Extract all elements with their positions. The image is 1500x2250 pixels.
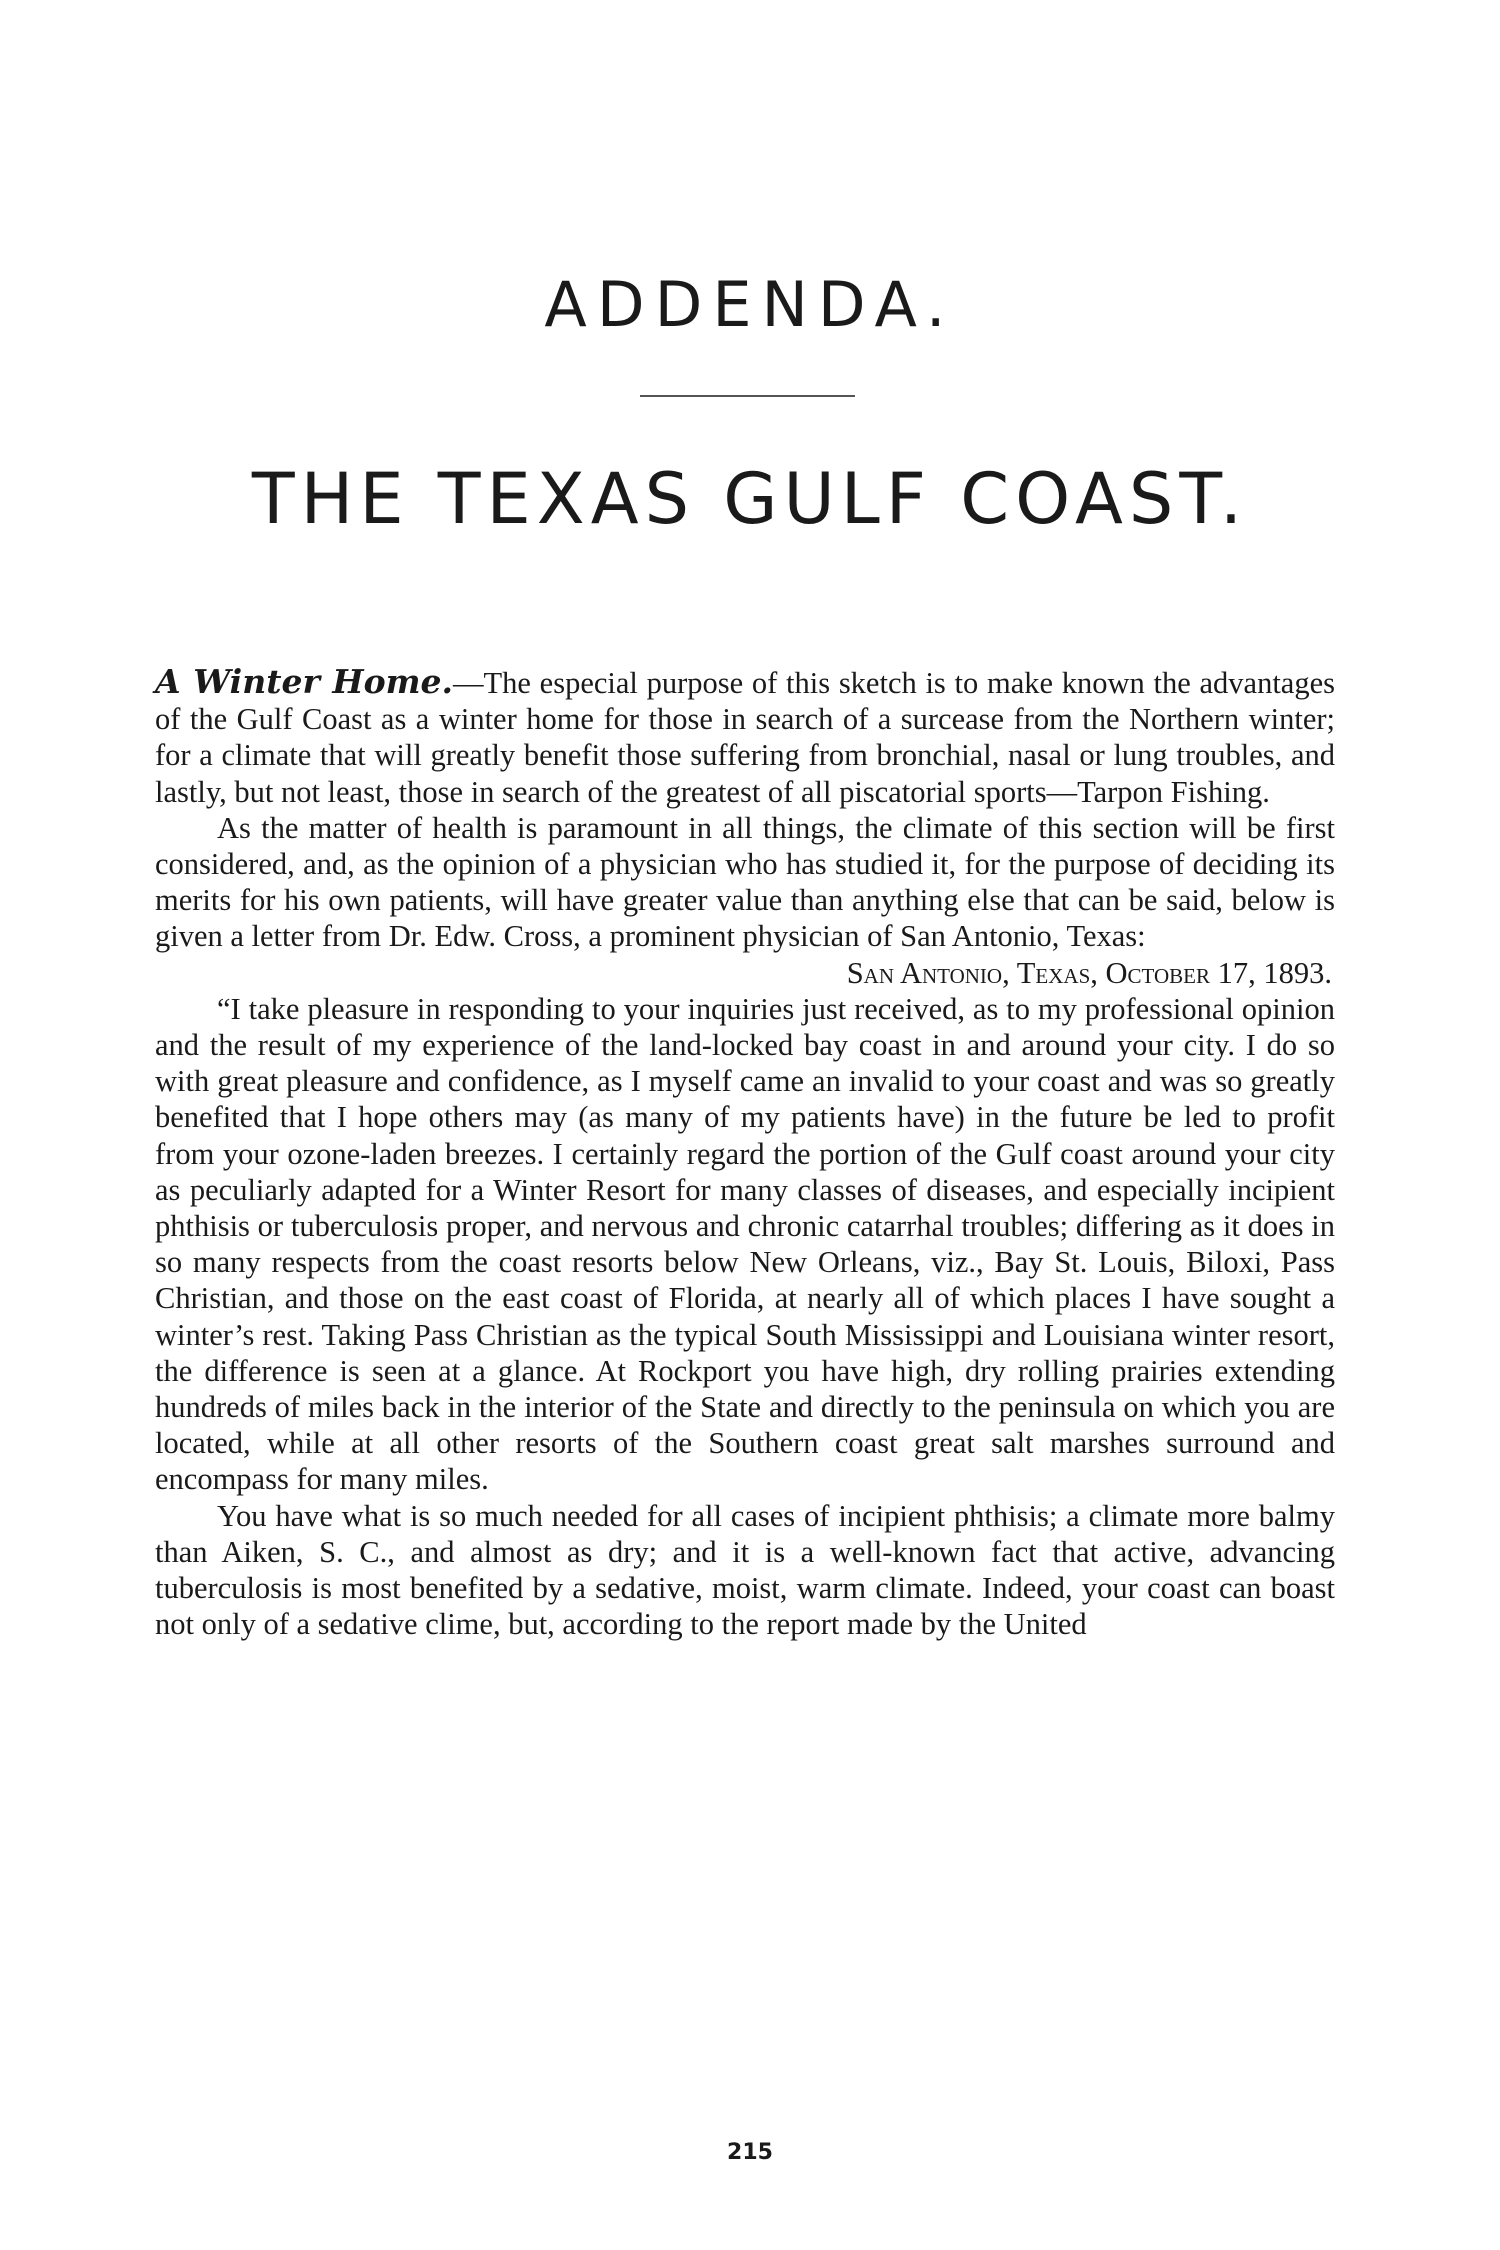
section-heading-addenda: ADDENDA.	[544, 268, 956, 341]
divider-rule	[640, 395, 855, 397]
intro-lead-in: A Winter Home.	[155, 662, 454, 701]
letter-paragraph-2: You have what is so much needed for all cases of incipient phthisis; a climate more balmy than Aiken, S. C., and almost as dry; and it is a well-known fact that active, advancing tuberculosis is most benefited by a sedative, moist, warm climate. Indeed, your coast can boast not only of a sedative clime, but, according to the report made by the United	[155, 1498, 1335, 1642]
page-number: 215	[727, 2140, 773, 2165]
intro-text: —The especial purpose of this sketch is to make known the advantages of the Gulf Coast as a winter home for those in search of a surcease from the Northern winter; for a climate that will greatly benefit those suffering from bronchial, nasal or lung troubles, and lastly, but not least, those in search of the greatest of all piscatorial sports—Tarpon Fishing.	[155, 666, 1335, 809]
letter-paragraph-1: “I take pleasure in responding to your inquiries just received, as to my professional opinion and the result of my experience of the land-locked bay coast in and around your city. I do so with great pleasure and confidence, as I myself came an invalid to your coast and was so greatly benefited that I hope others may (as many of my patients have) in the future be led to profit from your ozone-laden breezes. I certainly regard the portion of the Gulf coast around your city as peculiarly adapted for a Winter Resort for many classes of diseases, and especially incipient phthisis or tuberculosis proper, and nervous and chronic catarrhal troubles; differing as it does in so many respects from the coast resorts below New Orleans, viz., Bay St. Louis, Biloxi, Pass Christian, and those on the east coast of Florida, at nearly all of which places I have sought a winter’s rest. Taking Pass Christian as the typical South Mississippi and Louisiana winter resort, the difference is seen at a glance. At Rockport you have high, dry rolling prairies extending hundreds of miles back in the interior of the State and directly to the peninsula on which you are located, while at all other resorts of the Southern coast great salt marshes surround and encompass for many miles.	[155, 991, 1335, 1497]
body-text	[155, 664, 1335, 1642]
intro-paragraph	[155, 664, 1335, 810]
letter-dateline: San Antonio, Texas, October 17, 1893.	[846, 955, 1332, 990]
chapter-title: THE TEXAS GULF COAST.	[251, 458, 1249, 540]
health-paragraph: As the matter of health is paramount in all things, the climate of this section will be first considered, and, as the opinion of a physician who has studied it, for the purpose of deciding its merits for his own patients, will have greater value than anything else that can be said, below is given a letter from Dr. Edw. Cross, a prominent physician of San Antonio, Texas:	[155, 810, 1335, 954]
